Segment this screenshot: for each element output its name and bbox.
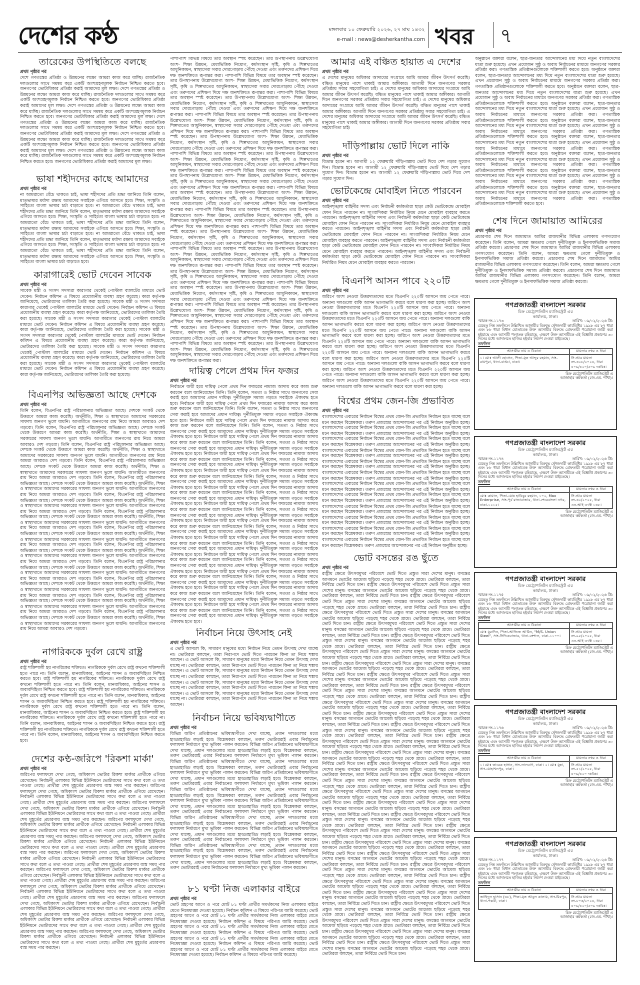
notice-signature <box>478 779 613 788</box>
article <box>322 396 470 552</box>
notice-memo: স্মারক নং-১১৭৬ <box>478 725 504 730</box>
article <box>475 216 620 293</box>
continued-label: প্রথম পৃষ্ঠার পর <box>170 726 197 731</box>
article-body: বিভিন্ন জরিপ প্রতিষ্ঠানের ভবিষ্যদ্বাণীতে দেখা যাচ্ছে, প্রধান দলগুলোর মধ্যে হাড্ডাহাড্ডি লড়াই হবে। বিশ্লেষকরা বলছেন, তরুণ ভোটাররাই এবার নির্বাচনের ফলাফল নির্ধারণে মুখ্য ভূমিকা পালন করবেন। বিভিন্ন জরিপ প্রতিষ্ঠানের ভবিষ্যদ্বাণীতে দেখা যাচ্ছে, প্রধান দলগুলোর মধ্যে হাড্ডাহাড্ডি লড়াই হবে। বিশ্লেষকরা বলছেন, তরুণ ভোটাররাই এবার নির্বাচনের ফলাফল নির্ধারণে মুখ্য ভূমিকা পালন করবেন। বিভিন্ন জরিপ প্রতিষ্ঠানের ভবিষ্যদ্বাণীতে দেখা যাচ্ছে, প্রধান দলগুলোর মধ্যে হাড্ডাহাড্ডি লড়াই হবে। বিশ্লেষকরা বলছেন, তরুণ ভোটাররাই এবার নির্বাচনের ফলাফল নির্ধারণে মুখ্য ভূমিকা পালন করবেন। বিভিন্ন জরিপ প্রতিষ্ঠানের ভবিষ্যদ্বাণীতে দেখা যাচ্ছে, প্রধান দলগুলোর মধ্যে হাড্ডাহাড্ডি লড়াই হবে। বিশ্লেষকরা বলছেন, তরুণ ভোটাররাই এবার নির্বাচনের ফলাফল নির্ধারণে মুখ্য ভূমিকা পালন করবেন। বিভিন্ন জরিপ প্রতিষ্ঠানের ভবিষ্যদ্বাণীতে দেখা যাচ্ছে, প্রধান দলগুলোর মধ্যে হাড্ডাহাড্ডি লড়াই হবে। বিশ্লেষকরা বলছেন, তরুণ ভোটাররাই এবার নির্বাচনের ফলাফল নির্ধারণে মুখ্য ভূমিকা পালন করবেন। বিভিন্ন জরিপ প্রতিষ্ঠানের ভবিষ্যদ্বাণীতে দেখা যাচ্ছে, প্রধান দলগুলোর মধ্যে হাড্ডাহাড্ডি লড়াই হবে। বিশ্লেষকরা বলছেন, তরুণ ভোটাররাই এবার নির্বাচনের ফলাফল নির্ধারণে মুখ্য ভূমিকা পালন করবেন। বিভিন্ন জরিপ প্রতিষ্ঠানের ভবিষ্যদ্বাণীতে দেখা যাচ্ছে, প্রধান দলগুলোর মধ্যে হাড্ডাহাড্ডি লড়াই হবে। বিশ্লেষকরা বলছেন, তরুণ ভোটাররাই এবার নির্বাচনের ফলাফল নির্ধারণে মুখ্য ভূমিকা পালন করবেন। বিভিন্ন জরিপ প্রতিষ্ঠানের ভবিষ্যদ্বাণীতে দেখা যাচ্ছে, প্রধান দলগুলোর মধ্যে হাড্ডাহাড্ডি লড়াই হবে। বিশ্লেষকরা বলছেন, তরুণ ভোটাররাই এবার নির্বাচনের ফলাফল নির্ধারণে মুখ্য ভূমিকা পালন করবেন। বিভিন্ন জরিপ প্রতিষ্ঠানের ভবিষ্যদ্বাণীতে দেখা যাচ্ছে, প্রধান দলগুলোর মধ্যে হাড্ডাহাড্ডি লড়াই হবে। বিশ্লেষকরা বলছেন, তরুণ ভোটাররাই এবার নির্বাচনের ফলাফল নির্ধারণে মুখ্য ভূমিকা পালন করবেন। বিভিন্ন জরিপ প্রতিষ্ঠানের ভবিষ্যদ্বাণীতে দেখা যাচ্ছে, প্রধান দলগুলোর মধ্যে হাড্ডাহাড্ডি লড়াই হবে। বিশ্লেষকরা বলছেন, তরুণ ভোটাররাই এবার নির্বাচনের ফলাফল নির্ধারণে মুখ্য ভূমিকা পালন করবেন। <box>170 732 318 872</box>
article-headline[interactable]: নির্বাচন নিয়ে উৎসাহ নেই <box>196 628 292 639</box>
notice-office: চিফ মেট্রোপলিটন ম্যাজিস্ট্রেট এর <box>518 716 573 721</box>
article-body: পাশাপাশি বিভিন্ন বিষয়ে তার অবস্থান স্পষ্ট করেছেন। তার উপস্থাপনায় উল্লেখযোগ্য অংশ- শিক্ষা উন্নয়ন, মেধাভিত্তিক নিয়োগ, কর্মসংস্থান সৃষ্টি, কৃষি ও শিল্পখাতের আধুনিকায়ন, স্বাস্থ্যসেবা সবার দোরগোড়ায় পৌঁছে দেওয়া এবং তরুণদের প্রশিক্ষণ দিয়ে দক্ষ জনশক্তিতে রূপান্তর করা। পাশাপাশি বিভিন্ন বিষয়ে তার অবস্থান স্পষ্ট করেছেন। তার উপস্থাপনায় উল্লেখযোগ্য অংশ- শিক্ষা উন্নয়ন, মেধাভিত্তিক নিয়োগ, কর্মসংস্থান সৃষ্টি, কৃষি ও শিল্পখাতের আধুনিকায়ন, স্বাস্থ্যসেবা সবার দোরগোড়ায় পৌঁছে দেওয়া এবং তরুণদের প্রশিক্ষণ দিয়ে দক্ষ জনশক্তিতে রূপান্তর করা। পাশাপাশি বিভিন্ন বিষয়ে তার অবস্থান স্পষ্ট করেছেন। তার উপস্থাপনায় উল্লেখযোগ্য অংশ- শিক্ষা উন্নয়ন, মেধাভিত্তিক নিয়োগ, কর্মসংস্থান সৃষ্টি, কৃষি ও শিল্পখাতের আধুনিকায়ন, স্বাস্থ্যসেবা সবার দোরগোড়ায় পৌঁছে দেওয়া এবং তরুণদের প্রশিক্ষণ দিয়ে দক্ষ জনশক্তিতে রূপান্তর করা। পাশাপাশি বিভিন্ন বিষয়ে তার অবস্থান স্পষ্ট করেছেন। তার উপস্থাপনায় উল্লেখযোগ্য অংশ- শিক্ষা উন্নয়ন, মেধাভিত্তিক নিয়োগ, কর্মসংস্থান সৃষ্টি, কৃষি ও শিল্পখাতের আধুনিকায়ন, স্বাস্থ্যসেবা সবার দোরগোড়ায় পৌঁছে দেওয়া এবং তরুণদের প্রশিক্ষণ দিয়ে দক্ষ জনশক্তিতে রূপান্তর করা। পাশাপাশি বিভিন্ন বিষয়ে তার অবস্থান স্পষ্ট করেছেন। তার উপস্থাপনায় উল্লেখযোগ্য অংশ- শিক্ষা উন্নয়ন, মেধাভিত্তিক নিয়োগ, কর্মসংস্থান সৃষ্টি, কৃষি ও শিল্পখাতের আধুনিকায়ন, স্বাস্থ্যসেবা সবার দোরগোড়ায় পৌঁছে দেওয়া এবং তরুণদের প্রশিক্ষণ দিয়ে দক্ষ জনশক্তিতে রূপান্তর করা। পাশাপাশি বিভিন্ন বিষয়ে তার অবস্থান স্পষ্ট করেছেন। তার উপস্থাপনায় উল্লেখযোগ্য অংশ- শিক্ষা উন্নয়ন, মেধাভিত্তিক নিয়োগ, কর্মসংস্থান সৃষ্টি, কৃষি ও শিল্পখাতের আধুনিকায়ন, স্বাস্থ্যসেবা সবার দোরগোড়ায় পৌঁছে দেওয়া এবং তরুণদের প্রশিক্ষণ দিয়ে দক্ষ জনশক্তিতে রূপান্তর করা। পাশাপাশি বিভিন্ন বিষয়ে তার অবস্থান স্পষ্ট করেছেন। তার উপস্থাপনায় উল্লেখযোগ্য অংশ- শিক্ষা উন্নয়ন, মেধাভিত্তিক নিয়োগ, কর্মসংস্থান সৃষ্টি, কৃষি ও শিল্পখাতের আধুনিকায়ন, স্বাস্থ্যসেবা সবার দোরগোড়ায় পৌঁছে দেওয়া এবং তরুণদের প্রশিক্ষণ দিয়ে দক্ষ জনশক্তিতে রূপান্তর করা। পাশাপাশি বিভিন্ন বিষয়ে তার অবস্থান স্পষ্ট করেছেন। তার উপস্থাপনায় উল্লেখযোগ্য অংশ- শিক্ষা উন্নয়ন, মেধাভিত্তিক নিয়োগ, কর্মসংস্থান সৃষ্টি, কৃষি ও শিল্পখাতের আধুনিকায়ন, স্বাস্থ্যসেবা সবার দোরগোড়ায় পৌঁছে দেওয়া এবং তরুণদের প্রশিক্ষণ দিয়ে দক্ষ জনশক্তিতে রূপান্তর করা। পাশাপাশি বিভিন্ন বিষয়ে তার অবস্থান স্পষ্ট করেছেন। তার উপস্থাপনায় উল্লেখযোগ্য অংশ- শিক্ষা উন্নয়ন, মেধাভিত্তিক নিয়োগ, কর্মসংস্থান সৃষ্টি, কৃষি ও শিল্পখাতের আধুনিকায়ন, স্বাস্থ্যসেবা সবার দোরগোড়ায় পৌঁছে দেওয়া এবং তরুণদের প্রশিক্ষণ দিয়ে দক্ষ জনশক্তিতে রূপান্তর করা। পাশাপাশি বিভিন্ন বিষয়ে তার অবস্থান স্পষ্ট করেছেন। তার উপস্থাপনায় উল্লেখযোগ্য অংশ- শিক্ষা উন্নয়ন, মেধাভিত্তিক নিয়োগ, কর্মসংস্থান সৃষ্টি, কৃষি ও শিল্পখাতের আধুনিকায়ন, স্বাস্থ্যসেবা সবার দোরগোড়ায় পৌঁছে দেওয়া এবং তরুণদের প্রশিক্ষণ দিয়ে দক্ষ জনশক্তিতে রূপান্তর করা। পাশাপাশি বিভিন্ন বিষয়ে তার অবস্থান স্পষ্ট করেছেন। তার উপস্থাপনায় উল্লেখযোগ্য অংশ- শিক্ষা উন্নয়ন, মেধাভিত্তিক নিয়োগ, কর্মসংস্থান সৃষ্টি, কৃষি ও শিল্পখাতের আধুনিকায়ন, স্বাস্থ্যসেবা সবার দোরগোড়ায় পৌঁছে দেওয়া এবং তরুণদের প্রশিক্ষণ দিয়ে দক্ষ জনশক্তিতে রূপান্তর করা। পাশাপাশি বিভিন্ন বিষয়ে তার অবস্থান স্পষ্ট করেছেন। তার উপস্থাপনায় উল্লেখযোগ্য অংশ- শিক্ষা উন্নয়ন, মেধাভিত্তিক নিয়োগ, কর্মসংস্থান সৃষ্টি, কৃষি ও শিল্পখাতের আধুনিকায়ন, স্বাস্থ্যসেবা সবার দোরগোড়ায় পৌঁছে দেওয়া এবং তরুণদের প্রশিক্ষণ দিয়ে দক্ষ জনশক্তিতে রূপান্তর করা। পাশাপাশি বিভিন্ন বিষয়ে তার অবস্থান স্পষ্ট করেছেন। তার উপস্থাপনায় উল্লেখযোগ্য অংশ- শিক্ষা উন্নয়ন, মেধাভিত্তিক নিয়োগ, কর্মসংস্থান সৃষ্টি, কৃষি ও শিল্পখাতের আধুনিকায়ন, স্বাস্থ্যসেবা সবার দোরগোড়ায় পৌঁছে দেওয়া এবং তরুণদের প্রশিক্ষণ দিয়ে দক্ষ জনশক্তিতে রূপান্তর করা। পাশাপাশি বিভিন্ন বিষয়ে তার অবস্থান স্পষ্ট করেছেন। তার উপস্থাপনায় উল্লেখযোগ্য অংশ- শিক্ষা উন্নয়ন, মেধাভিত্তিক নিয়োগ, কর্মসংস্থান সৃষ্টি, কৃষি ও শিল্পখাতের আধুনিকায়ন, স্বাস্থ্যসেবা সবার দোরগোড়ায় পৌঁছে দেওয়া এবং তরুণদের প্রশিক্ষণ দিয়ে দক্ষ জনশক্তিতে রূপান্তর করা। পাশাপাশি বিভিন্ন বিষয়ে তার অবস্থান স্পষ্ট করেছেন। তার উপস্থাপনায় উল্লেখযোগ্য অংশ- শিক্ষা উন্নয়ন, মেধাভিত্তিক নিয়োগ, কর্মসংস্থান সৃষ্টি, কৃষি ও শিল্পখাতের আধুনিকায়ন, স্বাস্থ্যসেবা সবার দোরগোড়ায় পৌঁছে দেওয়া এবং তরুণদের প্রশিক্ষণ দিয়ে দক্ষ জনশক্তিতে রূপান্তর করা। পাশাপাশি বিভিন্ন বিষয়ে তার অবস্থান স্পষ্ট করেছেন। তার উপস্থাপনায় উল্লেখযোগ্য অংশ- শিক্ষা উন্নয়ন, মেধাভিত্তিক নিয়োগ, কর্মসংস্থান সৃষ্টি, কৃষি ও শিল্পখাতের আধুনিকায়ন, স্বাস্থ্যসেবা সবার দোরগোড়ায় পৌঁছে দেওয়া এবং তরুণদের প্রশিক্ষণ দিয়ে দক্ষ জনশক্তিতে রূপান্তর করা। <box>170 57 318 365</box>
continued-label: প্রথম পৃষ্ঠার পর <box>20 70 47 75</box>
contact-email[interactable]: e-mail : news@desherkantha.com <box>336 37 425 43</box>
signature-line: চিফ মেট্রোপলিটন ম্যাজিস্ট্রেট এ <box>565 508 613 514</box>
table-header: আসামীর নাম ও ঠিকানা <box>479 887 570 894</box>
schedule-label: তফসিল <box>478 478 491 484</box>
accused-cell: জাহিদুল হাসান (৩৮), পিতা-মৃত আবুল কালাম, সাং-মিরপুর, থানা-পল্লবী, ঢাকা। <box>479 894 570 910</box>
table-header: মামলার নম্বর ও ধারা <box>570 348 613 355</box>
continued-label: প্রথম পৃষ্ঠার পর <box>322 289 349 294</box>
schedule-label: তফসিল <box>478 614 491 620</box>
notice-signature <box>478 911 613 920</box>
article-body: আইনশৃঙ্খলা বাহিনীর সদস্য এবং নির্বাচনী কর্মকর্তারা ছাড়া কেউ ভোটকেন্দ্রে মোবাইল ফোন নিতে পারবেন না। সাংবাদিকরা নির্ধারিত নিয়ম মেনে মোবাইল ব্যবহার করতে পারবেন। আইনশৃঙ্খলা বাহিনীর সদস্য এবং নির্বাচনী কর্মকর্তারা ছাড়া কেউ ভোটকেন্দ্রে মোবাইল ফোন নিতে পারবেন না। সাংবাদিকরা নির্ধারিত নিয়ম মেনে মোবাইল ব্যবহার করতে পারবেন। আইনশৃঙ্খলা বাহিনীর সদস্য এবং নির্বাচনী কর্মকর্তারা ছাড়া কেউ ভোটকেন্দ্রে মোবাইল ফোন নিতে পারবেন না। সাংবাদিকরা নির্ধারিত নিয়ম মেনে মোবাইল ব্যবহার করতে পারবেন। আইনশৃঙ্খলা বাহিনীর সদস্য এবং নির্বাচনী কর্মকর্তারা ছাড়া কেউ ভোটকেন্দ্রে মোবাইল ফোন নিতে পারবেন না। সাংবাদিকরা নির্ধারিত নিয়ম মেনে মোবাইল ব্যবহার করতে পারবেন। আইনশৃঙ্খলা বাহিনীর সদস্য এবং নির্বাচনী কর্মকর্তারা ছাড়া কেউ ভোটকেন্দ্রে মোবাইল ফোন নিতে পারবেন না। সাংবাদিকরা নির্ধারিত নিয়ম মেনে মোবাইল ব্যবহার করতে পারবেন। <box>322 205 470 266</box>
signature-line: আজাহার কর্মকর্তা (জে.এম. শাখা)। <box>560 375 613 381</box>
legal-notice <box>474 298 617 430</box>
notice-date: তারিখ: ০৯/০২/২০২৬ খ্রি: <box>572 318 613 323</box>
schedule-label: তফসিল <box>478 747 491 753</box>
article-body: নির্বাচনে জয়ী হয়ে দায়িত্ব পেলে প্রথম দিন ফজরের নামাজ আদায় করে কাজ শুরু করবেন বলে জানিয়েছেন তিনি। তিনি বলেন, সততা ও নিষ্ঠার সাথে জনগণের সেবা করাই হবে আমাদের প্রধান দায়িত্ব। দুর্নীতিমুক্ত সমাজ গড়তে সবাইকে ঐক্যবদ্ধ হতে হবে। নির্বাচনে জয়ী হয়ে দায়িত্ব পেলে প্রথম দিন ফজরের নামাজ আদায় করে কাজ শুরু করবেন বলে জানিয়েছেন তিনি। তিনি বলেন, সততা ও নিষ্ঠার সাথে জনগণের সেবা করাই হবে আমাদের প্রধান দায়িত্ব। দুর্নীতিমুক্ত সমাজ গড়তে সবাইকে ঐক্যবদ্ধ হতে হবে। নির্বাচনে জয়ী হয়ে দায়িত্ব পেলে প্রথম দিন ফজরের নামাজ আদায় করে কাজ শুরু করবেন বলে জানিয়েছেন তিনি। তিনি বলেন, সততা ও নিষ্ঠার সাথে জনগণের সেবা করাই হবে আমাদের প্রধান দায়িত্ব। দুর্নীতিমুক্ত সমাজ গড়তে সবাইকে ঐক্যবদ্ধ হতে হবে। নির্বাচনে জয়ী হয়ে দায়িত্ব পেলে প্রথম দিন ফজরের নামাজ আদায় করে কাজ শুরু করবেন বলে জানিয়েছেন তিনি। তিনি বলেন, সততা ও নিষ্ঠার সাথে জনগণের সেবা করাই হবে আমাদের প্রধান দায়িত্ব। দুর্নীতিমুক্ত সমাজ গড়তে সবাইকে ঐক্যবদ্ধ হতে হবে। নির্বাচনে জয়ী হয়ে দায়িত্ব পেলে প্রথম দিন ফজরের নামাজ আদায় করে কাজ শুরু করবেন বলে জানিয়েছেন তিনি। তিনি বলেন, সততা ও নিষ্ঠার সাথে জনগণের সেবা করাই হবে আমাদের প্রধান দায়িত্ব। দুর্নীতিমুক্ত সমাজ গড়তে সবাইকে ঐক্যবদ্ধ হতে হবে। নির্বাচনে জয়ী হয়ে দায়িত্ব পেলে প্রথম দিন ফজরের নামাজ আদায় করে কাজ শুরু করবেন বলে জানিয়েছেন তিনি। তিনি বলেন, সততা ও নিষ্ঠার সাথে জনগণের সেবা করাই হবে আমাদের প্রধান দায়িত্ব। দুর্নীতিমুক্ত সমাজ গড়তে সবাইকে ঐক্যবদ্ধ হতে হবে। নির্বাচনে জয়ী হয়ে দায়িত্ব পেলে প্রথম দিন ফজরের নামাজ আদায় করে কাজ শুরু করবেন বলে জানিয়েছেন তিনি। তিনি বলেন, সততা ও নিষ্ঠার সাথে জনগণের সেবা করাই হবে আমাদের প্রধান দায়িত্ব। দুর্নীতিমুক্ত সমাজ গড়তে সবাইকে ঐক্যবদ্ধ হতে হবে। নির্বাচনে জয়ী হয়ে দায়িত্ব পেলে প্রথম দিন ফজরের নামাজ আদায় করে কাজ শুরু করবেন বলে জানিয়েছেন তিনি। তিনি বলেন, সততা ও নিষ্ঠার সাথে জনগণের সেবা করাই হবে আমাদের প্রধান দায়িত্ব। দুর্নীতিমুক্ত সমাজ গড়তে সবাইকে ঐক্যবদ্ধ হতে হবে। নির্বাচনে জয়ী হয়ে দায়িত্ব পেলে প্রথম দিন ফজরের নামাজ আদায় করে কাজ শুরু করবেন বলে জানিয়েছেন তিনি। তিনি বলেন, সততা ও নিষ্ঠার সাথে জনগণের সেবা করাই হবে আমাদের প্রধান দায়িত্ব। দুর্নীতিমুক্ত সমাজ গড়তে সবাইকে ঐক্যবদ্ধ হতে হবে। নির্বাচনে জয়ী হয়ে দায়িত্ব পেলে প্রথম দিন ফজরের নামাজ আদায় করে কাজ শুরু করবেন বলে জানিয়েছেন তিনি। তিনি বলেন, সততা ও নিষ্ঠার সাথে জনগণের সেবা করাই হবে আমাদের প্রধান দায়িত্ব। দুর্নীতিমুক্ত সমাজ গড়তে সবাইকে ঐক্যবদ্ধ হতে হবে। নির্বাচনে জয়ী হয়ে দায়িত্ব পেলে প্রথম দিন ফজরের নামাজ আদায় করে কাজ শুরু করবেন বলে জানিয়েছেন তিনি। তিনি বলেন, সততা ও নিষ্ঠার সাথে জনগণের সেবা করাই হবে আমাদের প্রধান দায়িত্ব। দুর্নীতিমুক্ত সমাজ গড়তে সবাইকে ঐক্যবদ্ধ হতে হবে। নির্বাচনে জয়ী হয়ে দায়িত্ব পেলে প্রথম দিন ফজরের নামাজ আদায় করে কাজ শুরু করবেন বলে জানিয়েছেন তিনি। তিনি বলেন, সততা ও নিষ্ঠার সাথে জনগণের সেবা করাই হবে আমাদের প্রধান দায়িত্ব। দুর্নীতিমুক্ত সমাজ গড়তে সবাইকে ঐক্যবদ্ধ হতে হবে। নির্বাচনে জয়ী হয়ে দায়িত্ব পেলে প্রথম দিন ফজরের নামাজ আদায় করে কাজ শুরু করবেন বলে জানিয়েছেন তিনি। তিনি বলেন, সততা ও নিষ্ঠার সাথে জনগণের সেবা করাই হবে আমাদের প্রধান দায়িত্ব। দুর্নীতিমুক্ত সমাজ গড়তে সবাইকে ঐক্যবদ্ধ হতে হবে। নির্বাচনে জয়ী হয়ে দায়িত্ব পেলে প্রথম দিন ফজরের নামাজ আদায় করে কাজ শুরু করবেন বলে জানিয়েছেন তিনি। তিনি বলেন, সততা ও নিষ্ঠার সাথে জনগণের সেবা করাই হবে আমাদের প্রধান দায়িত্ব। দুর্নীতিমুক্ত সমাজ গড়তে সবাইকে ঐক্যবদ্ধ হতে হবে। <box>170 385 318 625</box>
article <box>20 174 165 268</box>
article-headline[interactable]: ভোটকেন্দ্রে মোবাইল নিতে পারবেন <box>330 186 462 197</box>
notice-place: কার্যালয়, ঢাকা। <box>532 721 559 726</box>
article-body: সাবেক মন্ত্রী ও সংসদ সদস্যরা কারাগার থেকেই পোস্টাল ব্যালটের মাধ্যমে ভোট দেবেন। নির্বাচন কমিশন এ বিষয়ে প্রয়োজনীয় ব্যবস্থা গ্রহণ করেছে। কারা কর্তৃপক্ষ জানিয়েছে, ভোটারদের তালিকা তৈরি করা হয়েছে। সাবেক মন্ত্রী ও সংসদ সদস্যরা কারাগার থেকেই পোস্টাল ব্যালটের মাধ্যমে ভোট দেবেন। নির্বাচন কমিশন এ বিষয়ে প্রয়োজনীয় ব্যবস্থা গ্রহণ করেছে। কারা কর্তৃপক্ষ জানিয়েছে, ভোটারদের তালিকা তৈরি করা হয়েছে। সাবেক মন্ত্রী ও সংসদ সদস্যরা কারাগার থেকেই পোস্টাল ব্যালটের মাধ্যমে ভোট দেবেন। নির্বাচন কমিশন এ বিষয়ে প্রয়োজনীয় ব্যবস্থা গ্রহণ করেছে। কারা কর্তৃপক্ষ জানিয়েছে, ভোটারদের তালিকা তৈরি করা হয়েছে। সাবেক মন্ত্রী ও সংসদ সদস্যরা কারাগার থেকেই পোস্টাল ব্যালটের মাধ্যমে ভোট দেবেন। নির্বাচন কমিশন এ বিষয়ে প্রয়োজনীয় ব্যবস্থা গ্রহণ করেছে। কারা কর্তৃপক্ষ জানিয়েছে, ভোটারদের তালিকা তৈরি করা হয়েছে। সাবেক মন্ত্রী ও সংসদ সদস্যরা কারাগার থেকেই পোস্টাল ব্যালটের মাধ্যমে ভোট দেবেন। নির্বাচন কমিশন এ বিষয়ে প্রয়োজনীয় ব্যবস্থা গ্রহণ করেছে। কারা কর্তৃপক্ষ জানিয়েছে, ভোটারদের তালিকা তৈরি করা হয়েছে। সাবেক মন্ত্রী ও সংসদ সদস্যরা কারাগার থেকেই পোস্টাল ব্যালটের মাধ্যমে ভোট দেবেন। নির্বাচন কমিশন এ বিষয়ে প্রয়োজনীয় ব্যবস্থা গ্রহণ করেছে। কারা কর্তৃপক্ষ জানিয়েছে, ভোটারদের তালিকা তৈরি করা হয়েছে। <box>20 289 165 378</box>
newspaper-logo: দেশের কণ্ঠ <box>18 21 118 50</box>
article <box>20 390 165 645</box>
article-body: বাংলাদেশের এবারের নির্বাচন বিশ্বের প্রথম জেন-জি প্রভাবিত নির্বাচন হতে যাচ্ছে বলে মনে করছেন বিশ্লেষকরা। তরুণ প্রজন্মের আন্দোলনের পর এই নির্বাচন অনুষ্ঠিত হচ্ছে। বাংলাদেশের এবারের নির্বাচন বিশ্বের প্রথম জেন-জি প্রভাবিত নির্বাচন হতে যাচ্ছে বলে মনে করছেন বিশ্লেষকরা। তরুণ প্রজন্মের আন্দোলনের পর এই নির্বাচন অনুষ্ঠিত হচ্ছে। বাংলাদেশের এবারের নির্বাচন বিশ্বের প্রথম জেন-জি প্রভাবিত নির্বাচন হতে যাচ্ছে বলে মনে করছেন বিশ্লেষকরা। তরুণ প্রজন্মের আন্দোলনের পর এই নির্বাচন অনুষ্ঠিত হচ্ছে। বাংলাদেশের এবারের নির্বাচন বিশ্বের প্রথম জেন-জি প্রভাবিত নির্বাচন হতে যাচ্ছে বলে মনে করছেন বিশ্লেষকরা। তরুণ প্রজন্মের আন্দোলনের পর এই নির্বাচন অনুষ্ঠিত হচ্ছে। বাংলাদেশের এবারের নির্বাচন বিশ্বের প্রথম জেন-জি প্রভাবিত নির্বাচন হতে যাচ্ছে বলে মনে করছেন বিশ্লেষকরা। তরুণ প্রজন্মের আন্দোলনের পর এই নির্বাচন অনুষ্ঠিত হচ্ছে। বাংলাদেশের এবারের নির্বাচন বিশ্বের প্রথম জেন-জি প্রভাবিত নির্বাচন হতে যাচ্ছে বলে মনে করছেন বিশ্লেষকরা। তরুণ প্রজন্মের আন্দোলনের পর এই নির্বাচন অনুষ্ঠিত হচ্ছে। বাংলাদেশের এবারের নির্বাচন বিশ্বের প্রথম জেন-জি প্রভাবিত নির্বাচন হতে যাচ্ছে বলে মনে করছেন বিশ্লেষকরা। তরুণ প্রজন্মের আন্দোলনের পর এই নির্বাচন অনুষ্ঠিত হচ্ছে। বাংলাদেশের এবারের নির্বাচন বিশ্বের প্রথম জেন-জি প্রভাবিত নির্বাচন হতে যাচ্ছে বলে মনে করছেন বিশ্লেষকরা। তরুণ প্রজন্মের আন্দোলনের পর এই নির্বাচন অনুষ্ঠিত হচ্ছে। বাংলাদেশের এবারের নির্বাচন বিশ্বের প্রথম জেন-জি প্রভাবিত নির্বাচন হতে যাচ্ছে বলে মনে করছেন বিশ্লেষকরা। তরুণ প্রজন্মের আন্দোলনের পর এই নির্বাচন অনুষ্ঠিত হচ্ছে। বাংলাদেশের এবারের নির্বাচন বিশ্বের প্রথম জেন-জি প্রভাবিত নির্বাচন হতে যাচ্ছে বলে মনে করছেন বিশ্লেষকরা। তরুণ প্রজন্মের আন্দোলনের পর এই নির্বাচন অনুষ্ঠিত হচ্ছে। বাংলাদেশের এবারের নির্বাচন বিশ্বের প্রথম জেন-জি প্রভাবিত নির্বাচন হতে যাচ্ছে বলে মনে করছেন বিশ্লেষকরা। তরুণ প্রজন্মের আন্দোলনের পর এই নির্বাচন অনুষ্ঠিত হচ্ছে। বাংলাদেশের এবারের নির্বাচন বিশ্বের প্রথম জেন-জি প্রভাবিত নির্বাচন হতে যাচ্ছে বলে মনে করছেন বিশ্লেষকরা। তরুণ প্রজন্মের আন্দোলনের পর এই নির্বাচন অনুষ্ঠিত হচ্ছে। <box>322 415 470 549</box>
notice-office: চিফ মেট্রোপলিটন ম্যাজিস্ট্রেট এর <box>518 848 573 853</box>
notice-table <box>478 348 613 371</box>
notice-title: গণপ্রজাতন্ত্রী বাংলাদেশ সরকার <box>505 575 586 583</box>
notice-title: গণপ্রজাতন্ত্রী বাংলাদেশ সরকার <box>505 840 586 848</box>
article-body: এ ভোট আসলে কি, সাধারণ মানুষের মধ্যে নির্বাচন নিয়ে তেমন উৎসাহ দেখা যাচ্ছে না। ভোটাররা বলছেন, তারা নিরাপদে ভোট দিতে পারবেন কিনা তা নিয়ে শঙ্কায় আছেন। এ ভোট আসলে কি, সাধারণ মানুষের মধ্যে নির্বাচন নিয়ে তেমন উৎসাহ দেখা যাচ্ছে না। ভোটাররা বলছেন, তারা নিরাপদে ভোট দিতে পারবেন কিনা তা নিয়ে শঙ্কায় আছেন। এ ভোট আসলে কি, সাধারণ মানুষের মধ্যে নির্বাচন নিয়ে তেমন উৎসাহ দেখা যাচ্ছে না। ভোটাররা বলছেন, তারা নিরাপদে ভোট দিতে পারবেন কিনা তা নিয়ে শঙ্কায় আছেন। এ ভোট আসলে কি, সাধারণ মানুষের মধ্যে নির্বাচন নিয়ে তেমন উৎসাহ দেখা যাচ্ছে না। ভোটাররা বলছেন, তারা নিরাপদে ভোট দিতে পারবেন কিনা তা নিয়ে শঙ্কায় আছেন। এ ভোট আসলে কি, সাধারণ মানুষের মধ্যে নির্বাচন নিয়ে তেমন উৎসাহ দেখা যাচ্ছে না। ভোটাররা বলছেন, তারা নিরাপদে ভোট দিতে পারবেন কিনা তা নিয়ে শঙ্কায় আছেন। <box>170 647 318 708</box>
article <box>322 186 470 275</box>
continued-label: প্রথম পৃষ্ঠার পর <box>322 154 349 159</box>
article-body: দেশে গণতন্ত্রের প্রতিষ্ঠা ও উন্নয়নের লক্ষ্যে আমরা কাজ করে যাচ্ছি। রাজনৈতিক দলগুলোর সাথে সমন্বয় করে একটি অংশগ্রহণমূলক নির্বাচন নিশ্চিত করতে হবে। জনগণের ভোটাধিকার প্রতিষ্ঠা করাই আমাদের মূল লক্ষ্য। দেশে গণতন্ত্রের প্রতিষ্ঠা ও উন্নয়নের লক্ষ্যে আমরা কাজ করে যাচ্ছি। রাজনৈতিক দলগুলোর সাথে সমন্বয় করে একটি অংশগ্রহণমূলক নির্বাচন নিশ্চিত করতে হবে। জনগণের ভোটাধিকার প্রতিষ্ঠা করাই আমাদের মূল লক্ষ্য। দেশে গণতন্ত্রের প্রতিষ্ঠা ও উন্নয়নের লক্ষ্যে আমরা কাজ করে যাচ্ছি। রাজনৈতিক দলগুলোর সাথে সমন্বয় করে একটি অংশগ্রহণমূলক নির্বাচন নিশ্চিত করতে হবে। জনগণের ভোটাধিকার প্রতিষ্ঠা করাই আমাদের মূল লক্ষ্য। দেশে গণতন্ত্রের প্রতিষ্ঠা ও উন্নয়নের লক্ষ্যে আমরা কাজ করে যাচ্ছি। রাজনৈতিক দলগুলোর সাথে সমন্বয় করে একটি অংশগ্রহণমূলক নির্বাচন নিশ্চিত করতে হবে। জনগণের ভোটাধিকার প্রতিষ্ঠা করাই আমাদের মূল লক্ষ্য। দেশে গণতন্ত্রের প্রতিষ্ঠা ও উন্নয়নের লক্ষ্যে আমরা কাজ করে যাচ্ছি। রাজনৈতিক দলগুলোর সাথে সমন্বয় করে একটি অংশগ্রহণমূলক নির্বাচন নিশ্চিত করতে হবে। জনগণের ভোটাধিকার প্রতিষ্ঠা করাই আমাদের মূল লক্ষ্য। দেশে গণতন্ত্রের প্রতিষ্ঠা ও উন্নয়নের লক্ষ্যে আমরা কাজ করে যাচ্ছি। রাজনৈতিক দলগুলোর সাথে সমন্বয় করে একটি অংশগ্রহণমূলক নির্বাচন নিশ্চিত করতে হবে। জনগণের ভোটাধিকার প্রতিষ্ঠা করাই আমাদের মূল লক্ষ্য। <box>20 76 165 165</box>
notice-title: গণপ্রজাতন্ত্রী বাংলাদেশ সরকার <box>505 439 586 447</box>
continued-label: প্রথম পৃষ্ঠার পর <box>20 403 47 408</box>
notice-table <box>478 622 613 645</box>
legal-notice <box>474 572 617 700</box>
accused-cell: মোঃ কামাল, পিতা-মোঃ হাবিবুর রহমান, ১০২, Max Enterprise, সাং-পূর্ব রাজাবাজার, থানা-শেরেবাংলা নগর, ঢাকা-১২১৫। <box>479 493 570 509</box>
continued-label: প্রথম পৃষ্ঠার পর <box>322 566 349 571</box>
accused-cell: ১। মোঃ আলী হোসেন, পিতা-মৃত আব্দুর রহমান, সাং-রামপুরা, থানা-বাড্ডা, ঢাকা। <box>479 355 570 371</box>
article-headline[interactable]: ৮১ ঘণ্টা নিজ এলাকার বাইরে <box>187 884 301 895</box>
table-header: মামলার নম্বর ও ধারা <box>570 622 613 629</box>
notice-title: গণপ্রজাতন্ত্রী বাংলাদেশ সরকার <box>505 301 586 309</box>
notice-body: যেহেতু নিম্ন তফসিলে উল্লিখিত আসামীর বিরুদ্ধে ফৌজদারী কার্যবিধির ১৯৯৮ এর ৮৭ ধারা এবং ৮৮ ধারা বিধান মোতাবেক উক্ত আসামীর বিরুদ্ধে গ্রেফতারী পরোয়ানা জারী করা হইয়াছে এবং আসামী পলাতক রহিয়াছে, এক্ষণে উক্ত আসামীকে এই বিজ্ঞপ্তি প্রকাশের ৩০ দিনের মধ্যে আদালতে হাজির হইবার নির্দেশ দেওয়া যাইতেছে। <box>478 729 614 749</box>
legal-notice <box>474 436 617 568</box>
notice-place: কার্যালয়, ঢাকা। <box>532 452 559 457</box>
continued-label: প্রথম পৃষ্ঠার পর <box>475 229 502 234</box>
notice-date: তারিখ: ০৯/০২/২০২৬ খ্রি: <box>572 592 613 597</box>
continued-label: প্রথম পৃষ্ঠার পর <box>322 409 349 414</box>
accused-cell: মোঃ মুরাদিন, পিতা-আজিজ আমিন, "M/S. Union Steel", সাং-সিদ্দিকবাজার, থানা-বংশাল, ঢাকা-১১০০। <box>479 629 570 645</box>
article-body: প্রচারণার শেষ দিনে জামায়াত আমির রাজধানীর বিভিন্ন এলাকায় গণসংযোগ করেছেন। তিনি বলেন, আমরা ক্ষমতায় গেলে দুর্নীতিমুক্ত ও ইনসাফভিত্তিক সমাজ প্রতিষ্ঠা করবো। প্রচারণার শেষ দিনে জামায়াত আমির রাজধানীর বিভিন্ন এলাকায় গণসংযোগ করেছেন। তিনি বলেন, আমরা ক্ষমতায় গেলে দুর্নীতিমুক্ত ও ইনসাফভিত্তিক সমাজ প্রতিষ্ঠা করবো। প্রচারণার শেষ দিনে জামায়াত আমির রাজধানীর বিভিন্ন এলাকায় গণসংযোগ করেছেন। তিনি বলেন, আমরা ক্ষমতায় গেলে দুর্নীতিমুক্ত ও ইনসাফভিত্তিক সমাজ প্রতিষ্ঠা করবো। প্রচারণার শেষ দিনে জামায়াত আমির রাজধানীর বিভিন্ন এলাকায় গণসংযোগ করেছেন। তিনি বলেন, আমরা ক্ষমতায় গেলে দুর্নীতিমুক্ত ও ইনসাফভিত্তিক সমাজ প্রতিষ্ঠা করবো। <box>475 235 620 285</box>
table-header: আসামীর নাম ও ঠিকানা <box>479 486 570 493</box>
article-body: রাষ্ট্র শক্তিশালী হয় নাগরিকের শক্তিতে। নাগরিককে দুর্বল রেখে রাষ্ট্র কখনো শক্তিশালী হতে পারে না। তিনি বলেন, মানবাধিকার, আইনের শাসন ও জবাবদিহিতা নিশ্চিত করতে হবে। রাষ্ট্র শক্তিশালী হয় নাগরিকের শক্তিতে। নাগরিককে দুর্বল রেখে রাষ্ট্র কখনো শক্তিশালী হতে পারে না। তিনি বলেন, মানবাধিকার, আইনের শাসন ও জবাবদিহিতা নিশ্চিত করতে হবে। রাষ্ট্র শক্তিশালী হয় নাগরিকের শক্তিতে। নাগরিককে দুর্বল রেখে রাষ্ট্র কখনো শক্তিশালী হতে পারে না। তিনি বলেন, মানবাধিকার, আইনের শাসন ও জবাবদিহিতা নিশ্চিত করতে হবে। রাষ্ট্র শক্তিশালী হয় নাগরিকের শক্তিতে। নাগরিককে দুর্বল রেখে রাষ্ট্র কখনো শক্তিশালী হতে পারে না। তিনি বলেন, মানবাধিকার, আইনের শাসন ও জবাবদিহিতা নিশ্চিত করতে হবে। রাষ্ট্র শক্তিশালী হয় নাগরিকের শক্তিতে। নাগরিককে দুর্বল রেখে রাষ্ট্র কখনো শক্তিশালী হতে পারে না। তিনি বলেন, মানবাধিকার, আইনের শাসন ও জবাবদিহিতা নিশ্চিত করতে হবে। রাষ্ট্র শক্তিশালী হয় নাগরিকের শক্তিতে। নাগরিককে দুর্বল রেখে রাষ্ট্র কখনো শক্তিশালী হতে পারে না। তিনি বলেন, মানবাধিকার, আইনের শাসন ও জবাবদিহিতা নিশ্চিত করতে হবে। <box>20 666 165 744</box>
article-headline[interactable]: ভোট বসন্তের রঙ ছুঁতে <box>353 553 439 564</box>
signature-line: আজাহার কর্মকর্তা (জে.এম. শাখা)। <box>560 782 613 788</box>
schedule-label: তফসিল <box>478 879 491 885</box>
section-title: খবর <box>435 25 474 50</box>
continued-label: প্রথম পৃষ্ঠার পর <box>20 767 47 772</box>
article <box>170 884 318 962</box>
notice-signature <box>478 372 613 381</box>
notice-date: তারিখ: ০৯/০২/২০২৬ খ্রি: <box>572 725 613 730</box>
signature-line: আজাহার কর্মকর্তা (জে.এম. শাখা)। <box>560 914 613 920</box>
article-headline[interactable]: শেষ দিনে জামায়াত আমিরের <box>492 216 603 227</box>
signature-line: চিফ মেট্রোপলিটন ম্যাজিস্ট্রেট এ <box>565 909 613 915</box>
case-cell: সি.আর মামলা নং-৩২/২০২৫, ধারা এন.আই এ্যাক্ট ১৩৮। <box>570 493 613 509</box>
article-headline[interactable]: নির্বাচন নিয়ে ভবিষ্যদ্বাণীতে <box>192 713 296 724</box>
continued-label: প্রথম পৃষ্ঠার পর <box>170 379 197 384</box>
case-cell: সি.আর মামলা নং-৯৫/২০২৫, ধারা এন.আই এ্যাক্ট ১৩৮। <box>570 629 613 645</box>
article <box>20 647 165 752</box>
article-headline[interactable]: বিএনপির অভিজ্ঞতা আছে দেশকে <box>28 390 157 401</box>
notice-memo: স্মারক নং-১১৭৫ <box>478 592 504 597</box>
continued-label: প্রথম পৃষ্ঠার পর <box>20 283 47 288</box>
signature-line: চিফ মেট্রোপলিটন ম্যাজিস্ট্রেট এ <box>565 777 613 783</box>
signature-line: চিফ মেট্রোপলিটন ম্যাজিস্ট্রেট এ <box>565 644 613 650</box>
article <box>20 270 165 388</box>
article <box>322 141 470 185</box>
article-body: রাষ্ট্রীয় ক্ষেত্রে উৎসবমুখর পরিবেশে ভোট দিতে প্রস্তুত সারা দেশের মানুষ। বসন্তের আগমনে ভোটের আমেজ ছড়িয়ে পড়েছে শহর থেকে গ্রামে। ভোটাররা বলছেন, তারা নির্বিঘ্নে ভোট দিতে চান। রাষ্ট্রীয় ক্ষেত্রে উৎসবমুখর পরিবেশে ভোট দিতে প্রস্তুত সারা দেশের মানুষ। বসন্তের আগমনে ভোটের আমেজ ছড়িয়ে পড়েছে শহর থেকে গ্রামে। ভোটাররা বলছেন, তারা নির্বিঘ্নে ভোট দিতে চান। রাষ্ট্রীয় ক্ষেত্রে উৎসবমুখর পরিবেশে ভোট দিতে প্রস্তুত সারা দেশের মানুষ। বসন্তের আগমনে ভোটের আমেজ ছড়িয়ে পড়েছে শহর থেকে গ্রামে। ভোটাররা বলছেন, তারা নির্বিঘ্নে ভোট দিতে চান। রাষ্ট্রীয় ক্ষেত্রে উৎসবমুখর পরিবেশে ভোট দিতে প্রস্তুত সারা দেশের মানুষ। বসন্তের আগমনে ভোটের আমেজ ছড়িয়ে পড়েছে শহর থেকে গ্রামে। ভোটাররা বলছেন, তারা নির্বিঘ্নে ভোট দিতে চান। রাষ্ট্রীয় ক্ষেত্রে উৎসবমুখর পরিবেশে ভোট দিতে প্রস্তুত সারা দেশের মানুষ। বসন্তের আগমনে ভোটের আমেজ ছড়িয়ে পড়েছে শহর থেকে গ্রামে। ভোটাররা বলছেন, তারা নির্বিঘ্নে ভোট দিতে চান। রাষ্ট্রীয় ক্ষেত্রে উৎসবমুখর পরিবেশে ভোট দিতে প্রস্তুত সারা দেশের মানুষ। বসন্তের আগমনে ভোটের আমেজ ছড়িয়ে পড়েছে শহর থেকে গ্রামে। ভোটাররা বলছেন, তারা নির্বিঘ্নে ভোট দিতে চান। রাষ্ট্রীয় ক্ষেত্রে উৎসবমুখর পরিবেশে ভোট দিতে প্রস্তুত সারা দেশের মানুষ। বসন্তের আগমনে ভোটের আমেজ ছড়িয়ে পড়েছে শহর থেকে গ্রামে। ভোটাররা বলছেন, তারা নির্বিঘ্নে ভোট দিতে চান। রাষ্ট্রীয় ক্ষেত্রে উৎসবমুখর পরিবেশে ভোট দিতে প্রস্তুত সারা দেশের মানুষ। বসন্তের আগমনে ভোটের আমেজ ছড়িয়ে পড়েছে শহর থেকে গ্রামে। ভোটাররা বলছেন, তারা নির্বিঘ্নে ভোট দিতে চান। রাষ্ট্রীয় ক্ষেত্রে উৎসবমুখর পরিবেশে ভোট দিতে প্রস্তুত সারা দেশের মানুষ। বসন্তের আগমনে ভোটের আমেজ ছড়িয়ে পড়েছে শহর থেকে গ্রামে। ভোটাররা বলছেন, তারা নির্বিঘ্নে ভোট দিতে চান। রাষ্ট্রীয় ক্ষেত্রে উৎসবমুখর পরিবেশে ভোট দিতে প্রস্তুত সারা দেশের মানুষ। বসন্তের আগমনে ভোটের আমেজ ছড়িয়ে পড়েছে শহর থেকে গ্রামে। ভোটাররা বলছেন, তারা নির্বিঘ্নে ভোট দিতে চান। রাষ্ট্রীয় ক্ষেত্রে উৎসবমুখর পরিবেশে ভোট দিতে প্রস্তুত সারা দেশের মানুষ। বসন্তের আগমনে ভোটের আমেজ ছড়িয়ে পড়েছে শহর থেকে গ্রামে। ভোটাররা বলছেন, তারা নির্বিঘ্নে ভোট দিতে চান। রাষ্ট্রীয় ক্ষেত্রে উৎসবমুখর পরিবেশে ভোট দিতে প্রস্তুত সারা দেশের মানুষ। বসন্তের আগমনে ভোটের আমেজ ছড়িয়ে পড়েছে শহর থেকে গ্রামে। ভোটাররা বলছেন, তারা নির্বিঘ্নে ভোট দিতে চান। রাষ্ট্রীয় ক্ষেত্রে উৎসবমুখর পরিবেশে ভোট দিতে প্রস্তুত সারা দেশের মানুষ। বসন্তের আগমনে ভোটের আমেজ ছড়িয়ে পড়েছে শহর থেকে গ্রামে। ভোটাররা বলছেন, তারা নির্বিঘ্নে ভোট দিতে চান। রাষ্ট্রীয় ক্ষেত্রে উৎসবমুখর পরিবেশে ভোট দিতে প্রস্তুত সারা দেশের মানুষ। বসন্তের আগমনে ভোটের আমেজ ছড়িয়ে পড়েছে শহর থেকে গ্রামে। ভোটাররা বলছেন, তারা নির্বিঘ্নে ভোট দিতে চান। রাষ্ট্রীয় ক্ষেত্রে উৎসবমুখর পরিবেশে ভোট দিতে প্রস্তুত সারা দেশের মানুষ। বসন্তের আগমনে ভোটের আমেজ ছড়িয়ে পড়েছে শহর থেকে গ্রামে। ভোটাররা বলছেন, তারা নির্বিঘ্নে ভোট দিতে চান। রাষ্ট্রীয় ক্ষেত্রে উৎসবমুখর পরিবেশে ভোট দিতে প্রস্তুত সারা দেশের মানুষ। বসন্তের আগমনে ভোটের আমেজ ছড়িয়ে পড়েছে শহর থেকে গ্রামে। ভোটাররা বলছেন, তারা নির্বিঘ্নে ভোট দিতে চান। রাষ্ট্রীয় ক্ষেত্রে উৎসবমুখর পরিবেশে ভোট দিতে প্রস্তুত সারা দেশের মানুষ। বসন্তের আগমনে ভোটের আমেজ ছড়িয়ে পড়েছে শহর থেকে গ্রামে। ভোটাররা বলছেন, তারা নির্বিঘ্নে ভোট দিতে চান। রাষ্ট্রীয় ক্ষেত্রে উৎসবমুখর পরিবেশে ভোট দিতে প্রস্তুত সারা দেশের মানুষ। বসন্তের আগমনে ভোটের আমেজ ছড়িয়ে পড়েছে শহর থেকে গ্রামে। ভোটাররা বলছেন, তারা নির্বিঘ্নে ভোট দিতে চান। রাষ্ট্রীয় ক্ষেত্রে উৎসবমুখর পরিবেশে ভোট দিতে প্রস্তুত সারা দেশের মানুষ। বসন্তের আগমনে ভোটের আমেজ ছড়িয়ে পড়েছে শহর থেকে গ্রামে। ভোটাররা বলছেন, তারা নির্বিঘ্নে ভোট দিতে চান। রাষ্ট্রীয় ক্ষেত্রে উৎসবমুখর পরিবেশে ভোট দিতে প্রস্তুত সারা দেশের মানুষ। বসন্তের আগমনে ভোটের আমেজ ছড়িয়ে পড়েছে শহর থেকে গ্রামে। ভোটাররা বলছেন, তারা নির্বিঘ্নে ভোট দিতে চান। রাষ্ট্রীয় ক্ষেত্রে উৎসবমুখর পরিবেশে ভোট দিতে প্রস্তুত সারা দেশের মানুষ। বসন্তের আগমনে ভোটের আমেজ ছড়িয়ে পড়েছে শহর থেকে গ্রামে। ভোটাররা বলছেন, তারা নির্বিঘ্নে ভোট দিতে চান। রাষ্ট্রীয় ক্ষেত্রে উৎসবমুখর পরিবেশে ভোট দিতে প্রস্তুত সারা দেশের মানুষ। বসন্তের আগমনে ভোটের আমেজ ছড়িয়ে পড়েছে শহর থেকে গ্রামে। ভোটাররা বলছেন, তারা নির্বিঘ্নে ভোট দিতে চান। রাষ্ট্রীয় ক্ষেত্রে উৎসবমুখর পরিবেশে ভোট দিতে প্রস্তুত সারা দেশের মানুষ। বসন্তের আগমনে ভোটের আমেজ ছড়িয়ে পড়েছে শহর থেকে গ্রামে। ভোটাররা বলছেন, তারা নির্বিঘ্নে ভোট দিতে চান। রাষ্ট্রীয় ক্ষেত্রে উৎসবমুখর পরিবেশে ভোট দিতে প্রস্তুত সারা দেশের মানুষ। বসন্তের আগমনে ভোটের আমেজ ছড়িয়ে পড়েছে শহর থেকে গ্রামে। ভোটাররা বলছেন, তারা নির্বিঘ্নে ভোট দিতে চান। রাষ্ট্রীয় ক্ষেত্রে উৎসবমুখর পরিবেশে ভোট দিতে প্রস্তুত সারা দেশের মানুষ। বসন্তের আগমনে ভোটের আমেজ ছড়িয়ে পড়েছে শহর থেকে গ্রামে। ভোটাররা বলছেন, তারা নির্বিঘ্নে ভোট দিতে চান। রাষ্ট্রীয় ক্ষেত্রে উৎসবমুখর পরিবেশে ভোট দিতে প্রস্তুত সারা দেশের মানুষ। বসন্তের আগমনে ভোটের আমেজ ছড়িয়ে পড়েছে শহর থেকে গ্রামে। ভোটাররা বলছেন, তারা নির্বিঘ্নে ভোট দিতে চান। রাষ্ট্রীয় ক্ষেত্রে উৎসবমুখর পরিবেশে ভোট দিতে প্রস্তুত সারা দেশের মানুষ। বসন্তের আগমনে ভোটের আমেজ ছড়িয়ে পড়েছে শহর থেকে গ্রামে। ভোটাররা বলছেন, তারা নির্বিঘ্নে ভোট দিতে চান। রাষ্ট্রীয় ক্ষেত্রে উৎসবমুখর পরিবেশে ভোট দিতে প্রস্তুত সারা দেশের মানুষ। বসন্তের আগমনে ভোটের আমেজ ছড়িয়ে পড়েছে শহর থেকে গ্রামে। ভোটাররা বলছেন, তারা নির্বিঘ্নে ভোট দিতে চান। রাষ্ট্রীয় ক্ষেত্রে উৎসবমুখর পরিবেশে ভোট দিতে প্রস্তুত সারা দেশের মানুষ। বসন্তের আগমনে ভোটের আমেজ ছড়িয়ে পড়েছে শহর থেকে গ্রামে। ভোটাররা বলছেন, তারা নির্বিঘ্নে ভোট দিতে চান। রাষ্ট্রীয় ক্ষেত্রে উৎসবমুখর পরিবেশে ভোট দিতে প্রস্তুত সারা দেশের মানুষ। বসন্তের আগমনে ভোটের আমেজ ছড়িয়ে পড়েছে শহর থেকে গ্রামে। ভোটাররা বলছেন, তারা নির্বিঘ্নে ভোট দিতে চান। <box>322 572 470 958</box>
article-body: অনুষ্ঠানে বক্তারা বলেন, ছাত্র-জনতার আন্দোলনের মধ্য দিয়ে নতুন বাংলাদেশের যাত্রা শুরু হয়েছে। এখন প্রয়োজন সুষ্ঠু ও অবাধ নির্বাচনের মাধ্যমে জনগণের সরকার প্রতিষ্ঠা করা। গণতান্ত্রিক প্রতিষ্ঠানগুলোকে শক্তিশালী করতে হবে। অনুষ্ঠানে বক্তারা বলেন, ছাত্র-জনতার আন্দোলনের মধ্য দিয়ে নতুন বাংলাদেশের যাত্রা শুরু হয়েছে। এখন প্রয়োজন সুষ্ঠু ও অবাধ নির্বাচনের মাধ্যমে জনগণের সরকার প্রতিষ্ঠা করা। গণতান্ত্রিক প্রতিষ্ঠানগুলোকে শক্তিশালী করতে হবে। অনুষ্ঠানে বক্তারা বলেন, ছাত্র-জনতার আন্দোলনের মধ্য দিয়ে নতুন বাংলাদেশের যাত্রা শুরু হয়েছে। এখন প্রয়োজন সুষ্ঠু ও অবাধ নির্বাচনের মাধ্যমে জনগণের সরকার প্রতিষ্ঠা করা। গণতান্ত্রিক প্রতিষ্ঠানগুলোকে শক্তিশালী করতে হবে। অনুষ্ঠানে বক্তারা বলেন, ছাত্র-জনতার আন্দোলনের মধ্য দিয়ে নতুন বাংলাদেশের যাত্রা শুরু হয়েছে। এখন প্রয়োজন সুষ্ঠু ও অবাধ নির্বাচনের মাধ্যমে জনগণের সরকার প্রতিষ্ঠা করা। গণতান্ত্রিক প্রতিষ্ঠানগুলোকে শক্তিশালী করতে হবে। অনুষ্ঠানে বক্তারা বলেন, ছাত্র-জনতার আন্দোলনের মধ্য দিয়ে নতুন বাংলাদেশের যাত্রা শুরু হয়েছে। এখন প্রয়োজন সুষ্ঠু ও অবাধ নির্বাচনের মাধ্যমে জনগণের সরকার প্রতিষ্ঠা করা। গণতান্ত্রিক প্রতিষ্ঠানগুলোকে শক্তিশালী করতে হবে। অনুষ্ঠানে বক্তারা বলেন, ছাত্র-জনতার আন্দোলনের মধ্য দিয়ে নতুন বাংলাদেশের যাত্রা শুরু হয়েছে। এখন প্রয়োজন সুষ্ঠু ও অবাধ নির্বাচনের মাধ্যমে জনগণের সরকার প্রতিষ্ঠা করা। গণতান্ত্রিক প্রতিষ্ঠানগুলোকে শক্তিশালী করতে হবে। অনুষ্ঠানে বক্তারা বলেন, ছাত্র-জনতার আন্দোলনের মধ্য দিয়ে নতুন বাংলাদেশের যাত্রা শুরু হয়েছে। এখন প্রয়োজন সুষ্ঠু ও অবাধ নির্বাচনের মাধ্যমে জনগণের সরকার প্রতিষ্ঠা করা। গণতান্ত্রিক প্রতিষ্ঠানগুলোকে শক্তিশালী করতে হবে। অনুষ্ঠানে বক্তারা বলেন, ছাত্র-জনতার আন্দোলনের মধ্য দিয়ে নতুন বাংলাদেশের যাত্রা শুরু হয়েছে। এখন প্রয়োজন সুষ্ঠু ও অবাধ নির্বাচনের মাধ্যমে জনগণের সরকার প্রতিষ্ঠা করা। গণতান্ত্রিক প্রতিষ্ঠানগুলোকে শক্তিশালী করতে হবে। অনুষ্ঠানে বক্তারা বলেন, ছাত্র-জনতার আন্দোলনের মধ্য দিয়ে নতুন বাংলাদেশের যাত্রা শুরু হয়েছে। এখন প্রয়োজন সুষ্ঠু ও অবাধ নির্বাচনের মাধ্যমে জনগণের সরকার প্রতিষ্ঠা করা। গণতান্ত্রিক প্রতিষ্ঠানগুলোকে শক্তিশালী করতে হবে। <box>475 57 620 208</box>
notice-office: চিফ মেট্রোপলিটন ম্যাজিস্ট্রেট এর <box>518 447 573 452</box>
notice-place: কার্যালয়, ঢাকা। <box>532 314 559 319</box>
article-headline[interactable]: তারেকের উপস্থিতিতে বলছে <box>38 57 147 68</box>
table-header: মামলার নম্বর ও ধারা <box>570 486 613 493</box>
article <box>170 57 318 365</box>
case-cell: সি.আর মামলা নং-৩২৮/২০২৪, ধারা ৪০৬/৪২০/৫০৬ দঃবিঃ। <box>570 355 613 371</box>
page-number: ৭ <box>500 25 513 47</box>
notice-title: গণপ্রজাতন্ত্রী বাংলাদেশ সরকার <box>505 708 586 716</box>
notice-memo: স্মারক নং-১১৭৭ <box>478 857 504 862</box>
article-body: এ দেশের মানুষের অধিকার আদায়ের সংগ্রামে আমি আমার জীবন উৎসর্গ করেছি। বঞ্চিত মানুষের পাশে থাকাই আমার অঙ্গীকার। আগামী দিনে জনগণের সরকার প্রতিষ্ঠায় সবার সহযোগিতা চাই। এ দেশের মানুষের অধিকার আদায়ের সংগ্রামে আমি আমার জীবন উৎসর্গ করেছি। বঞ্চিত মানুষের পাশে থাকাই আমার অঙ্গীকার। আগামী দিনে জনগণের সরকার প্রতিষ্ঠায় সবার সহযোগিতা চাই। এ দেশের মানুষের অধিকার আদায়ের সংগ্রামে আমি আমার জীবন উৎসর্গ করেছি। বঞ্চিত মানুষের পাশে থাকাই আমার অঙ্গীকার। আগামী দিনে জনগণের সরকার প্রতিষ্ঠায় সবার সহযোগিতা চাই। এ দেশের মানুষের অধিকার আদায়ের সংগ্রামে আমি আমার জীবন উৎসর্গ করেছি। বঞ্চিত মানুষের পাশে থাকাই আমার অঙ্গীকার। আগামী দিনে জনগণের সরকার প্রতিষ্ঠায় সবার সহযোগিতা চাই। <box>322 76 470 132</box>
article-headline[interactable]: ভাষা শহীদদের কাছে আমাদের <box>36 174 149 185</box>
article-body: বিভ্রান্ত হবেন না। আগামী ১২ ফেব্রুয়ারি দাঁড়িপাল্লায় ভোট দিয়ে দেশ গড়ার সুযোগ দিন। বিভ্রান্ত হবেন না। আগামী ১২ ফেব্রুয়ারি দাঁড়িপাল্লায় ভোট দিয়ে দেশ গড়ার সুযোগ দিন। বিভ্রান্ত হবেন না। আগামী ১২ ফেব্রুয়ারি দাঁড়িপাল্লায় ভোট দিয়ে দেশ গড়ার সুযোগ দিন। <box>322 160 470 182</box>
continued-label: প্রথম পৃষ্ঠার পর <box>20 660 47 665</box>
divider <box>493 22 494 48</box>
continued-label: প্রথম পৃষ্ঠার পর <box>20 187 47 192</box>
signature-line: আজাহার কর্মকর্তা (জে.এম. শাখা)। <box>560 649 613 655</box>
article-headline[interactable]: বিএনপি আসন পাবে ২২০টি <box>342 276 450 287</box>
masthead-rule <box>18 52 622 53</box>
case-cell: সি.আর মামলা নং-৫১/২০২৫, ধারা ৪০৬/৪২০ দঃবিঃ। <box>570 762 613 778</box>
article-headline[interactable]: দাঁড়িপাল্লায় ভোট দিলে নাকি <box>342 141 450 152</box>
article <box>322 553 470 962</box>
table-header: আসামীর নাম ও ঠিকানা <box>479 755 570 762</box>
notice-office: চিফ মেট্রোপলিটন ম্যাজিস্ট্রেট এর <box>518 583 573 588</box>
notice-table <box>478 755 613 778</box>
table-header: আসামীর নাম ও ঠিকানা <box>479 622 570 629</box>
article <box>20 57 165 172</box>
continued-label: প্রথম পৃষ্ঠার পর <box>322 70 349 75</box>
legal-notice <box>474 705 617 832</box>
article <box>322 57 470 140</box>
table-header: মামলার নম্বর ও ধারা <box>570 887 613 894</box>
article <box>20 754 165 962</box>
notice-date: তারিখ: ০৯/০২/২০২৬ খ্রি: <box>572 857 613 862</box>
article-headline[interactable]: বিশ্বের প্রথম জেন-জি প্রভাবিত <box>338 396 454 407</box>
case-cell: সি.আর মামলা নং-৮০৩/২০২৪, ধারা ৪০৬/৪২০/৫০৬ দঃবিঃ। <box>570 894 613 910</box>
signature-line: চিফ মেট্রোপলিটন ম্যাজিস্ট্রেট এ <box>565 370 613 376</box>
divider <box>428 22 429 48</box>
article-headline[interactable]: কারাগারেই ভোট দেবেন সাবেক <box>33 270 152 281</box>
notice-table <box>478 486 613 509</box>
article-body: তিনি বলেন, বিএনপির রাষ্ট্র পরিচালনার অভিজ্ঞতা আছে। দেশকে সংকট থেকে উত্তরণে আমরা কাজ করেছি। অর্থনীতি, শিক্ষা ও স্বাস্থ্যখাতে আমাদের সরকারের সাফল্য জনগণ ভুলে যায়নি। আগামীতে জনগণের রায় নিয়ে আমরা আবারও দেশ গড়বো। তিনি বলেন, বিএনপির রাষ্ট্র পরিচালনার অভিজ্ঞতা আছে। দেশকে সংকট থেকে উত্তরণে আমরা কাজ করেছি। অর্থনীতি, শিক্ষা ও স্বাস্থ্যখাতে আমাদের সরকারের সাফল্য জনগণ ভুলে যায়নি। আগামীতে জনগণের রায় নিয়ে আমরা আবারও দেশ গড়বো। তিনি বলেন, বিএনপির রাষ্ট্র পরিচালনার অভিজ্ঞতা আছে। দেশকে সংকট থেকে উত্তরণে আমরা কাজ করেছি। অর্থনীতি, শিক্ষা ও স্বাস্থ্যখাতে আমাদের সরকারের সাফল্য জনগণ ভুলে যায়নি। আগামীতে জনগণের রায় নিয়ে আমরা আবারও দেশ গড়বো। তিনি বলেন, বিএনপির রাষ্ট্র পরিচালনার অভিজ্ঞতা আছে। দেশকে সংকট থেকে উত্তরণে আমরা কাজ করেছি। অর্থনীতি, শিক্ষা ও স্বাস্থ্যখাতে আমাদের সরকারের সাফল্য জনগণ ভুলে যায়নি। আগামীতে জনগণের রায় নিয়ে আমরা আবারও দেশ গড়বো। তিনি বলেন, বিএনপির রাষ্ট্র পরিচালনার অভিজ্ঞতা আছে। দেশকে সংকট থেকে উত্তরণে আমরা কাজ করেছি। অর্থনীতি, শিক্ষা ও স্বাস্থ্যখাতে আমাদের সরকারের সাফল্য জনগণ ভুলে যায়নি। আগামীতে জনগণের রায় নিয়ে আমরা আবারও দেশ গড়বো। তিনি বলেন, বিএনপির রাষ্ট্র পরিচালনার অভিজ্ঞতা আছে। দেশকে সংকট থেকে উত্তরণে আমরা কাজ করেছি। অর্থনীতি, শিক্ষা ও স্বাস্থ্যখাতে আমাদের সরকারের সাফল্য জনগণ ভুলে যায়নি। আগামীতে জনগণের রায় নিয়ে আমরা আবারও দেশ গড়বো। তিনি বলেন, বিএনপির রাষ্ট্র পরিচালনার অভিজ্ঞতা আছে। দেশকে সংকট থেকে উত্তরণে আমরা কাজ করেছি। অর্থনীতি, শিক্ষা ও স্বাস্থ্যখাতে আমাদের সরকারের সাফল্য জনগণ ভুলে যায়নি। আগামীতে জনগণের রায় নিয়ে আমরা আবারও দেশ গড়বো। তিনি বলেন, বিএনপির রাষ্ট্র পরিচালনার অভিজ্ঞতা আছে। দেশকে সংকট থেকে উত্তরণে আমরা কাজ করেছি। অর্থনীতি, শিক্ষা ও স্বাস্থ্যখাতে আমাদের সরকারের সাফল্য জনগণ ভুলে যায়নি। আগামীতে জনগণের রায় নিয়ে আমরা আবারও দেশ গড়বো। তিনি বলেন, বিএনপির রাষ্ট্র পরিচালনার অভিজ্ঞতা আছে। দেশকে সংকট থেকে উত্তরণে আমরা কাজ করেছি। অর্থনীতি, শিক্ষা ও স্বাস্থ্যখাতে আমাদের সরকারের সাফল্য জনগণ ভুলে যায়নি। আগামীতে জনগণের রায় নিয়ে আমরা আবারও দেশ গড়বো। তিনি বলেন, বিএনপির রাষ্ট্র পরিচালনার অভিজ্ঞতা আছে। দেশকে সংকট থেকে উত্তরণে আমরা কাজ করেছি। অর্থনীতি, শিক্ষা ও স্বাস্থ্যখাতে আমাদের সরকারের সাফল্য জনগণ ভুলে যায়নি। আগামীতে জনগণের রায় নিয়ে আমরা আবারও দেশ গড়বো। তিনি বলেন, বিএনপির রাষ্ট্র পরিচালনার অভিজ্ঞতা আছে। দেশকে সংকট থেকে উত্তরণে আমরা কাজ করেছি। অর্থনীতি, শিক্ষা ও স্বাস্থ্যখাতে আমাদের সরকারের সাফল্য জনগণ ভুলে যায়নি। আগামীতে জনগণের রায় নিয়ে আমরা আবারও দেশ গড়বো। তিনি বলেন, বিএনপির রাষ্ট্র পরিচালনার অভিজ্ঞতা আছে। দেশকে সংকট থেকে উত্তরণে আমরা কাজ করেছি। অর্থনীতি, শিক্ষা ও স্বাস্থ্যখাতে আমাদের সরকারের সাফল্য জনগণ ভুলে যায়নি। আগামীতে জনগণের রায় নিয়ে আমরা আবারও দেশ গড়বো। তিনি বলেন, বিএনপির রাষ্ট্র পরিচালনার অভিজ্ঞতা আছে। দেশকে সংকট থেকে উত্তরণে আমরা কাজ করেছি। অর্থনীতি, শিক্ষা ও স্বাস্থ্যখাতে আমাদের সরকারের সাফল্য জনগণ ভুলে যায়নি। আগামীতে জনগণের রায় নিয়ে আমরা আবারও দেশ গড়বো। <box>20 409 165 633</box>
article-headline[interactable]: আমার এই বঞ্চিত হায়াত এ দেশের <box>330 57 462 68</box>
legal-notice <box>474 837 617 962</box>
notice-table <box>478 887 613 910</box>
schedule-label: তফসিল <box>478 340 491 346</box>
notice-place: কার্যালয়, ঢাকা। <box>532 853 559 858</box>
article <box>170 366 318 627</box>
article <box>322 276 470 395</box>
article-headline[interactable]: নাগরিককে দুর্বল রেখে রাষ্ট্র <box>42 647 143 658</box>
notice-office: চিফ মেট্রোপলিটন ম্যাজিস্ট্রেট এর <box>518 309 573 314</box>
continued-label: প্রথম পৃষ্ঠার পর <box>322 199 349 204</box>
notice-body: যেহেতু নিম্ন তফসিলে উল্লিখিত আসামীর বিরুদ্ধে ফৌজদারী কার্যবিধির ১৯৯৮ এর ৮৭ ধারা এবং ৮৮ ধারা বিধান মোতাবেক উক্ত আসামীর বিরুদ্ধে গ্রেফতারী পরোয়ানা জারী করা হইয়াছে এবং আসামী পলাতক রহিয়াছে, এক্ষণে উক্ত আসামীকে এই বিজ্ঞপ্তি প্রকাশের ৩০ দিনের মধ্যে আদালতে হাজির হইবার নির্দেশ দেওয়া যাইতেছে। <box>478 596 614 616</box>
notice-memo: স্মারক নং-১১৭৩ <box>478 318 504 323</box>
notice-signature <box>478 646 613 655</box>
article-headline[interactable]: দায়িত্ব পেলে প্রথম দিন ফজর <box>189 366 299 377</box>
notice-memo: স্মারক নং-১১৭৪ <box>478 456 504 461</box>
signature-line: আজাহার কর্মকর্তা (জে.এম. শাখা)। <box>560 513 613 519</box>
continued-label: প্রথম পৃষ্ঠার পর <box>170 897 197 902</box>
table-header: আসামীর নাম ও ঠিকানা <box>479 348 570 355</box>
article-body: জরিপের ফলাফলে দেখা গেছে, অধিকাংশ ভোটার রিকশা মার্কার প্রার্থীকে এগিয়ে রেখেছেন। নির্বাচনী এলাকার বিভিন্ন ইউনিয়নে ভোটারদের সাথে কথা বলে এ তথ্য পাওয়া গেছে। প্রার্থীরা শেষ মুহূর্তের প্রচারণায় ব্যস্ত সময় পার করছেন। জরিপের ফলাফলে দেখা গেছে, অধিকাংশ ভোটার রিকশা মার্কার প্রার্থীকে এগিয়ে রেখেছেন। নির্বাচনী এলাকার বিভিন্ন ইউনিয়নে ভোটারদের সাথে কথা বলে এ তথ্য পাওয়া গেছে। প্রার্থীরা শেষ মুহূর্তের প্রচারণায় ব্যস্ত সময় পার করছেন। জরিপের ফলাফলে দেখা গেছে, অধিকাংশ ভোটার রিকশা মার্কার প্রার্থীকে এগিয়ে রেখেছেন। নির্বাচনী এলাকার বিভিন্ন ইউনিয়নে ভোটারদের সাথে কথা বলে এ তথ্য পাওয়া গেছে। প্রার্থীরা শেষ মুহূর্তের প্রচারণায় ব্যস্ত সময় পার করছেন। জরিপের ফলাফলে দেখা গেছে, অধিকাংশ ভোটার রিকশা মার্কার প্রার্থীকে এগিয়ে রেখেছেন। নির্বাচনী এলাকার বিভিন্ন ইউনিয়নে ভোটারদের সাথে কথা বলে এ তথ্য পাওয়া গেছে। প্রার্থীরা শেষ মুহূর্তের প্রচারণায় ব্যস্ত সময় পার করছেন। জরিপের ফলাফলে দেখা গেছে, অধিকাংশ ভোটার রিকশা মার্কার প্রার্থীকে এগিয়ে রেখেছেন। নির্বাচনী এলাকার বিভিন্ন ইউনিয়নে ভোটারদের সাথে কথা বলে এ তথ্য পাওয়া গেছে। প্রার্থীরা শেষ মুহূর্তের প্রচারণায় ব্যস্ত সময় পার করছেন। জরিপের ফলাফলে দেখা গেছে, অধিকাংশ ভোটার রিকশা মার্কার প্রার্থীকে এগিয়ে রেখেছেন। নির্বাচনী এলাকার বিভিন্ন ইউনিয়নে ভোটারদের সাথে কথা বলে এ তথ্য পাওয়া গেছে। প্রার্থীরা শেষ মুহূর্তের প্রচারণায় ব্যস্ত সময় পার করছেন। জরিপের ফলাফলে দেখা গেছে, অধিকাংশ ভোটার রিকশা মার্কার প্রার্থীকে এগিয়ে রেখেছেন। নির্বাচনী এলাকার বিভিন্ন ইউনিয়নে ভোটারদের সাথে কথা বলে এ তথ্য পাওয়া গেছে। প্রার্থীরা শেষ মুহূর্তের প্রচারণায় ব্যস্ত সময় পার করছেন। জরিপের ফলাফলে দেখা গেছে, অধিকাংশ ভোটার রিকশা মার্কার প্রার্থীকে এগিয়ে রেখেছেন। নির্বাচনী এলাকার বিভিন্ন ইউনিয়নে ভোটারদের সাথে কথা বলে এ তথ্য পাওয়া গেছে। প্রার্থীরা শেষ মুহূর্তের প্রচারণায় ব্যস্ত সময় পার করছেন। জরিপের ফলাফলে দেখা গেছে, অধিকাংশ ভোটার রিকশা মার্কার প্রার্থীকে এগিয়ে রেখেছেন। নির্বাচনী এলাকার বিভিন্ন ইউনিয়নে ভোটারদের সাথে কথা বলে এ তথ্য পাওয়া গেছে। প্রার্থীরা শেষ মুহূর্তের প্রচারণায় ব্যস্ত সময় পার করছেন। জরিপের ফলাফলে দেখা গেছে, অধিকাংশ ভোটার রিকশা মার্কার প্রার্থীকে এগিয়ে রেখেছেন। নির্বাচনী এলাকার বিভিন্ন ইউনিয়নে ভোটারদের সাথে কথা বলে এ তথ্য পাওয়া গেছে। প্রার্থীরা শেষ মুহূর্তের প্রচারণায় ব্যস্ত সময় পার করছেন। জরিপের ফলাফলে দেখা গেছে, অধিকাংশ ভোটার রিকশা মার্কার প্রার্থীকে এগিয়ে রেখেছেন। নির্বাচনী এলাকার বিভিন্ন ইউনিয়নে ভোটারদের সাথে কথা বলে এ তথ্য পাওয়া গেছে। প্রার্থীরা শেষ মুহূর্তের প্রচারণায় ব্যস্ত সময় পার করছেন। <box>20 773 165 952</box>
accused-cell: ১। মোঃ তারেক হাসান, সাং-লালবাগ, ঢাকা। ২। মোঃ মুন্না, সাং-মোহাম্মদপুর, ঢাকা। <box>479 762 570 778</box>
issue-date: মঙ্গলবার ১০ ফেব্রুয়ারি ২০২৬, ২৭ মাঘ ১৪৩২ <box>328 27 425 33</box>
article-body: জরিপে অংশ নেওয়া উত্তরদাতাদের মতে বিএনপি ২২০টি আসনে জয় পেতে পারে। অন্যান্য দলগুলো বাকি আসন ভাগাভাগি করবে বলে ধারণা করা হচ্ছে। জরিপে অংশ নেওয়া উত্তরদাতাদের মতে বিএনপি ২২০টি আসনে জয় পেতে পারে। অন্যান্য দলগুলো বাকি আসন ভাগাভাগি করবে বলে ধারণা করা হচ্ছে। জরিপে অংশ নেওয়া উত্তরদাতাদের মতে বিএনপি ২২০টি আসনে জয় পেতে পারে। অন্যান্য দলগুলো বাকি আসন ভাগাভাগি করবে বলে ধারণা করা হচ্ছে। জরিপে অংশ নেওয়া উত্তরদাতাদের মতে বিএনপি ২২০টি আসনে জয় পেতে পারে। অন্যান্য দলগুলো বাকি আসন ভাগাভাগি করবে বলে ধারণা করা হচ্ছে। জরিপে অংশ নেওয়া উত্তরদাতাদের মতে বিএনপি ২২০টি আসনে জয় পেতে পারে। অন্যান্য দলগুলো বাকি আসন ভাগাভাগি করবে বলে ধারণা করা হচ্ছে। জরিপে অংশ নেওয়া উত্তরদাতাদের মতে বিএনপি ২২০টি আসনে জয় পেতে পারে। অন্যান্য দলগুলো বাকি আসন ভাগাভাগি করবে বলে ধারণা করা হচ্ছে। জরিপে অংশ নেওয়া উত্তরদাতাদের মতে বিএনপি ২২০টি আসনে জয় পেতে পারে। অন্যান্য দলগুলো বাকি আসন ভাগাভাগি করবে বলে ধারণা করা হচ্ছে। জরিপে অংশ নেওয়া উত্তরদাতাদের মতে বিএনপি ২২০টি আসনে জয় পেতে পারে। অন্যান্য দলগুলো বাকি আসন ভাগাভাগি করবে বলে ধারণা করা হচ্ছে। জরিপে অংশ নেওয়া উত্তরদাতাদের মতে বিএনপি ২২০টি আসনে জয় পেতে পারে। অন্যান্য দলগুলো বাকি আসন ভাগাভাগি করবে বলে ধারণা করা হচ্ছে। <box>322 295 470 390</box>
notice-body: যেহেতু নিম্ন তফসিলে উল্লিখিত আসামীর বিরুদ্ধে ফৌজদারী কার্যবিধির ১৯৯৮ এর ৮৭ ধারা এবং ৮৮ ধারা বিধান মোতাবেক উক্ত আসামীর বিরুদ্ধে গ্রেফতারী পরোয়ানা জারী করা হইয়াছে এবং আসামী পলাতক রহিয়াছে, এক্ষণে উক্ত আসামীকে এই বিজ্ঞপ্তি প্রকাশের ৩০ দিনের মধ্যে আদালতে হাজির হইবার নির্দেশ দেওয়া যাইতেছে। <box>478 861 614 881</box>
notice-date: তারিখ: ০৯/০২/২০২৬ খ্রি: <box>572 456 613 461</box>
continued-label: প্রথম পৃষ্ঠার পর <box>170 641 197 646</box>
article <box>475 57 620 215</box>
notice-body: যেহেতু নিম্ন তফসিলে উল্লিখিত আসামীর বিরুদ্ধে ফৌজদারী কার্যবিধির ১৯৯৮ এর ৮৭ ধারা এবং ৮৮ ধারা বিধান মোতাবেক উক্ত আসামীর বিরুদ্ধে গ্রেফতারী পরোয়ানা জারী করা হইয়াছে এবং আসামী পলাতক রহিয়াছে, এক্ষণে উক্ত আসামীকে এই বিজ্ঞপ্তি প্রকাশের ৩০ দিনের মধ্যে আদালতে হাজির হইবার নির্দেশ দেওয়া যাইতেছে। <box>478 460 614 480</box>
article <box>170 713 318 883</box>
notice-signature <box>478 510 613 519</box>
notice-body: যেহেতু নিম্ন তফসিলে উল্লিখিত আসামীর বিরুদ্ধে ফৌজদারী কার্যবিধির ১৯৯৮ এর ৮৭ ধারা এবং ৮৮ ধারা বিধান মোতাবেক উক্ত আসামীর বিরুদ্ধে গ্রেফতারী পরোয়ানা জারী করা হইয়াছে এবং আসামী পলাতক রহিয়াছে, এক্ষণে উক্ত আসামীকে এই বিজ্ঞপ্তি প্রকাশের ৩০ দিনের মধ্যে আদালতে হাজির হইবার নির্দেশ দেওয়া যাইতেছে। <box>478 322 614 342</box>
article-body: ভোট গ্রহণের আগে ও পরে মোট ৮১ ঘণ্টা প্রার্থীর সমর্থকদের নিজ এলাকার বাইরে যেতে নিষেধাজ্ঞা দেওয়া হয়েছে। নির্বাচন কমিশন এ বিষয়ে পরিপত্র জারি করেছে। ভোট গ্রহণের আগে ও পরে মোট ৮১ ঘণ্টা প্রার্থীর সমর্থকদের নিজ এলাকার বাইরে যেতে নিষেধাজ্ঞা দেওয়া হয়েছে। নির্বাচন কমিশন এ বিষয়ে পরিপত্র জারি করেছে। ভোট গ্রহণের আগে ও পরে মোট ৮১ ঘণ্টা প্রার্থীর সমর্থকদের নিজ এলাকার বাইরে যেতে নিষেধাজ্ঞা দেওয়া হয়েছে। নির্বাচন কমিশন এ বিষয়ে পরিপত্র জারি করেছে। ভোট গ্রহণের আগে ও পরে মোট ৮১ ঘণ্টা প্রার্থীর সমর্থকদের নিজ এলাকার বাইরে যেতে নিষেধাজ্ঞা দেওয়া হয়েছে। নির্বাচন কমিশন এ বিষয়ে পরিপত্র জারি করেছে। ভোট গ্রহণের আগে ও পরে মোট ৮১ ঘণ্টা প্রার্থীর সমর্থকদের নিজ এলাকার বাইরে যেতে নিষেধাজ্ঞা দেওয়া হয়েছে। নির্বাচন কমিশন এ বিষয়ে পরিপত্র জারি করেছে। <box>170 903 318 959</box>
article <box>170 628 318 712</box>
article-body: না আমরাতো বেঁচে থাকতে চাই, ভাষা শহীদদের প্রতি শ্রদ্ধা জানিয়ে তিনি বলেন, মাতৃভাষার মর্যাদা রক্ষায় আমাদের সবাইকে এগিয়ে আসতে হবে। শিক্ষা, সংস্কৃতি ও সাহিত্যে বাংলা ভাষার চর্চা বাড়াতে হবে। না আমরাতো বেঁচে থাকতে চাই, ভাষা শহীদদের প্রতি শ্রদ্ধা জানিয়ে তিনি বলেন, মাতৃভাষার মর্যাদা রক্ষায় আমাদের সবাইকে এগিয়ে আসতে হবে। শিক্ষা, সংস্কৃতি ও সাহিত্যে বাংলা ভাষার চর্চা বাড়াতে হবে। না আমরাতো বেঁচে থাকতে চাই, ভাষা শহীদদের প্রতি শ্রদ্ধা জানিয়ে তিনি বলেন, মাতৃভাষার মর্যাদা রক্ষায় আমাদের সবাইকে এগিয়ে আসতে হবে। শিক্ষা, সংস্কৃতি ও সাহিত্যে বাংলা ভাষার চর্চা বাড়াতে হবে। না আমরাতো বেঁচে থাকতে চাই, ভাষা শহীদদের প্রতি শ্রদ্ধা জানিয়ে তিনি বলেন, মাতৃভাষার মর্যাদা রক্ষায় আমাদের সবাইকে এগিয়ে আসতে হবে। শিক্ষা, সংস্কৃতি ও সাহিত্যে বাংলা ভাষার চর্চা বাড়াতে হবে। না আমরাতো বেঁচে থাকতে চাই, ভাষা শহীদদের প্রতি শ্রদ্ধা জানিয়ে তিনি বলেন, মাতৃভাষার মর্যাদা রক্ষায় আমাদের সবাইকে এগিয়ে আসতে হবে। শিক্ষা, সংস্কৃতি ও সাহিত্যে বাংলা ভাষার চর্চা বাড়াতে হবে। <box>20 193 165 266</box>
table-header: মামলার নম্বর ও ধারা <box>570 755 613 762</box>
notice-place: কার্যালয়, ঢাকা। <box>532 588 559 593</box>
article-headline[interactable]: দেশের কণ্ঠ-জরিপে 'রিকশা মার্কা' <box>31 754 154 765</box>
